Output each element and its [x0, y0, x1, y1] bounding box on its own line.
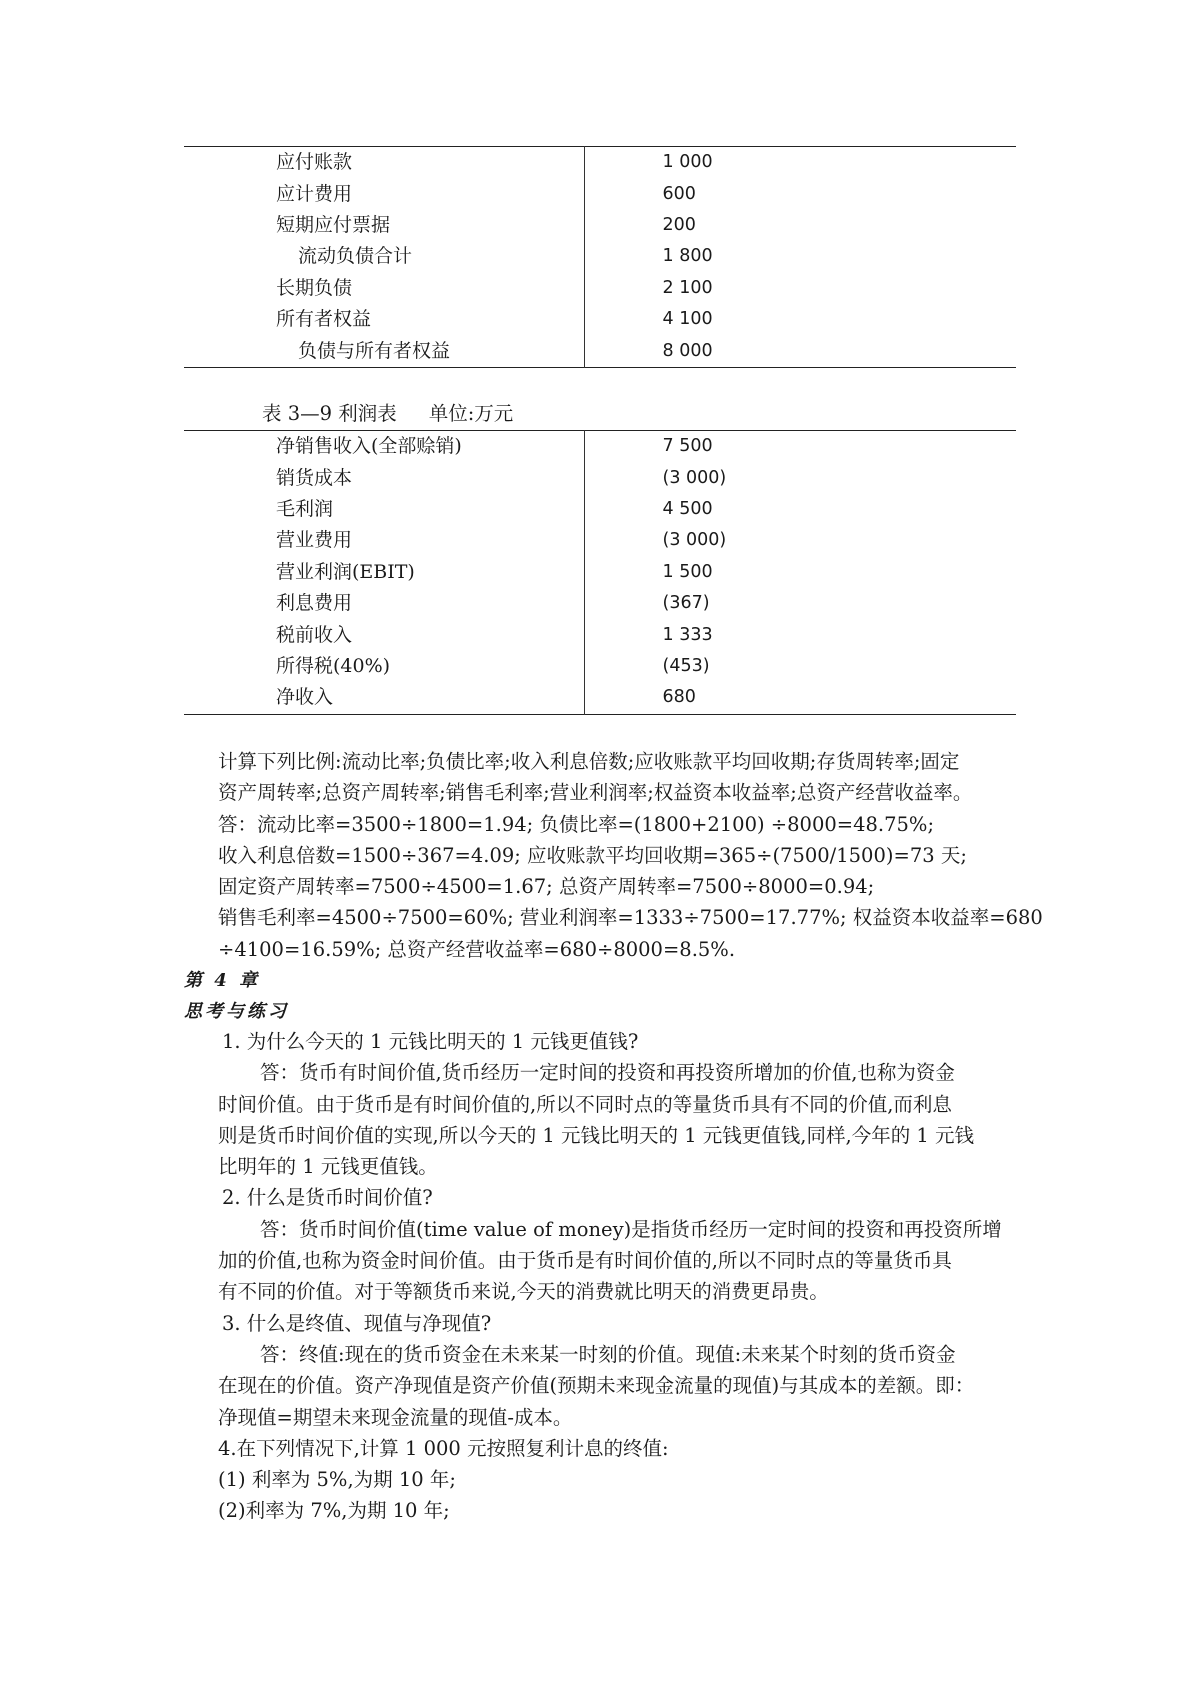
answer-line: 答：终值:现在的货币资金在未来某一时刻的价值。现值:未来某个时刻的货币资金 — [260, 1342, 956, 1366]
row-value: 4 500 — [662, 498, 713, 519]
row-label: 净销售收入(全部赊销) — [184, 431, 584, 463]
row-label: 净收入 — [184, 682, 584, 714]
question-1: 1. 为什么今天的 1 元钱比明天的 1 元钱更值钱? — [222, 1030, 639, 1053]
question-2: 2. 什么是货币时间价值? — [222, 1186, 433, 1210]
row-label: 短期应付票据 — [184, 210, 584, 241]
row-label: 应付账款 — [184, 147, 584, 179]
row-label: 税前收入 — [184, 619, 584, 650]
text-line: 答：流动比率=3500÷1800=1.94; 负债比率=(1800+2100) ÷8000=48.75%; — [218, 812, 935, 836]
table-row — [184, 147, 1016, 179]
question-4: 4.在下列情况下,计算 1 000 元按照复利计息的终值: — [218, 1436, 669, 1460]
table-row — [184, 682, 1016, 714]
chapter-title: 第 4 章 — [184, 970, 261, 991]
answer-line: 答：货币有时间价值,货币经历一定时间的投资和再投资所增加的价值,也称为资金 — [260, 1061, 955, 1085]
income-statement-table — [184, 430, 1016, 715]
balance-sheet-table — [184, 146, 1016, 368]
row-value: 4 100 — [662, 309, 713, 330]
text-line: 销售毛利率=4500÷7500=60%; 营业利润率=1333÷7500=17.77%; 权益资本收益率=680 — [218, 906, 1043, 930]
table-row — [184, 241, 1016, 272]
row-label: 营业利润(EBIT) — [184, 557, 584, 588]
answer-line: 净现值=期望未来现金流量的现值-成本。 — [218, 1405, 573, 1429]
table-row — [184, 462, 1016, 493]
row-label: 应计费用 — [184, 178, 584, 209]
caption-unit: 单位:万元 — [428, 402, 514, 425]
table-row — [184, 210, 1016, 241]
row-value: (453) — [662, 655, 710, 676]
row-value: 680 — [662, 687, 696, 708]
row-label: 销货成本 — [184, 462, 584, 493]
row-value: (3 000) — [662, 467, 727, 488]
row-label: 所有者权益 — [184, 304, 584, 335]
row-value: 2 100 — [662, 277, 713, 298]
answer-line: 则是货币时间价值的实现,所以今天的 1 元钱比明天的 1 元钱更值钱,同样,今年的 1 元钱 — [218, 1123, 975, 1147]
table-row — [184, 588, 1016, 619]
row-value: 600 — [662, 183, 696, 204]
question-4-item: (1) 利率为 5%,为期 10 年; — [218, 1468, 456, 1492]
answer-line: 比明年的 1 元钱更值钱。 — [218, 1155, 438, 1179]
answer-line: 有不同的价值。对于等额货币来说,今天的消费就比明天的消费更昂贵。 — [218, 1280, 829, 1304]
row-value: (367) — [662, 593, 710, 614]
question-3: 3. 什么是终值、现值与净现值? — [222, 1311, 492, 1335]
table-row — [184, 651, 1016, 682]
chapter4-exercises — [218, 1026, 1018, 1527]
row-label: 利息费用 — [184, 588, 584, 619]
answer-line: 答：货币时间价值(time value of money)是指货币经历一定时间的投资和再投资所增 — [260, 1217, 1002, 1241]
question-4-item: (2)利率为 7%,为期 10 年; — [218, 1499, 450, 1523]
row-value: 1 800 — [662, 246, 713, 267]
ratio-question — [218, 746, 1043, 965]
table-row — [184, 494, 1016, 525]
row-value: (3 000) — [662, 530, 727, 551]
answer-line: 时间价值。由于货币是有时间价值的,所以不同时点的等量货币具有不同的价值,而利息 — [218, 1092, 952, 1116]
section-title: 思考与练习 — [184, 1001, 289, 1022]
row-value: 1 500 — [662, 561, 713, 582]
row-value: 1 000 — [662, 152, 713, 173]
table-row — [184, 525, 1016, 556]
row-value: 7 500 — [662, 436, 713, 457]
table-row — [184, 304, 1016, 335]
caption-title: 表 3—9 利润表 — [262, 402, 397, 425]
table-row — [184, 557, 1016, 588]
answer-line: 在现在的价值。资产净现值是资产价值(预期未来现金流量的现值)与其成本的差额。即： — [218, 1374, 975, 1398]
row-value: 200 — [662, 214, 696, 235]
text-line: 资产周转率;总资产周转率;销售毛利率;营业利润率;权益资本收益率;总资产经营收益率。 — [218, 781, 973, 805]
row-label: 流动负债合计 — [184, 241, 584, 272]
table-row — [184, 619, 1016, 650]
table-row — [184, 273, 1016, 304]
row-label: 负债与所有者权益 — [184, 335, 584, 367]
row-label: 毛利润 — [184, 494, 584, 525]
row-label: 营业费用 — [184, 525, 584, 556]
text-line: ÷4100=16.59%; 总资产经营收益率=680÷8000=8.5%. — [218, 937, 736, 961]
text-line: 固定资产周转率=7500÷4500=1.67; 总资产周转率=7500÷8000=0.94; — [218, 875, 875, 899]
table-row — [184, 335, 1016, 367]
row-label: 所得税(40%) — [184, 651, 584, 682]
text-line: 计算下列比例:流动比率;负债比率;收入利息倍数;应收账款平均回收期;存货周转率;固定 — [218, 750, 960, 773]
answer-line: 加的价值,也称为资金时间价值。由于货币是有时间价值的,所以不同时点的等量货币具 — [218, 1249, 952, 1273]
row-value: 8 000 — [662, 340, 713, 361]
table-caption — [262, 398, 513, 426]
table-row — [184, 178, 1016, 209]
row-value: 1 333 — [662, 624, 713, 645]
row-label: 长期负债 — [184, 273, 584, 304]
text-line: 收入利息倍数=1500÷367=4.09; 应收账款平均回收期=365÷(7500/1500)=73 天; — [218, 843, 967, 867]
table-row — [184, 431, 1016, 463]
